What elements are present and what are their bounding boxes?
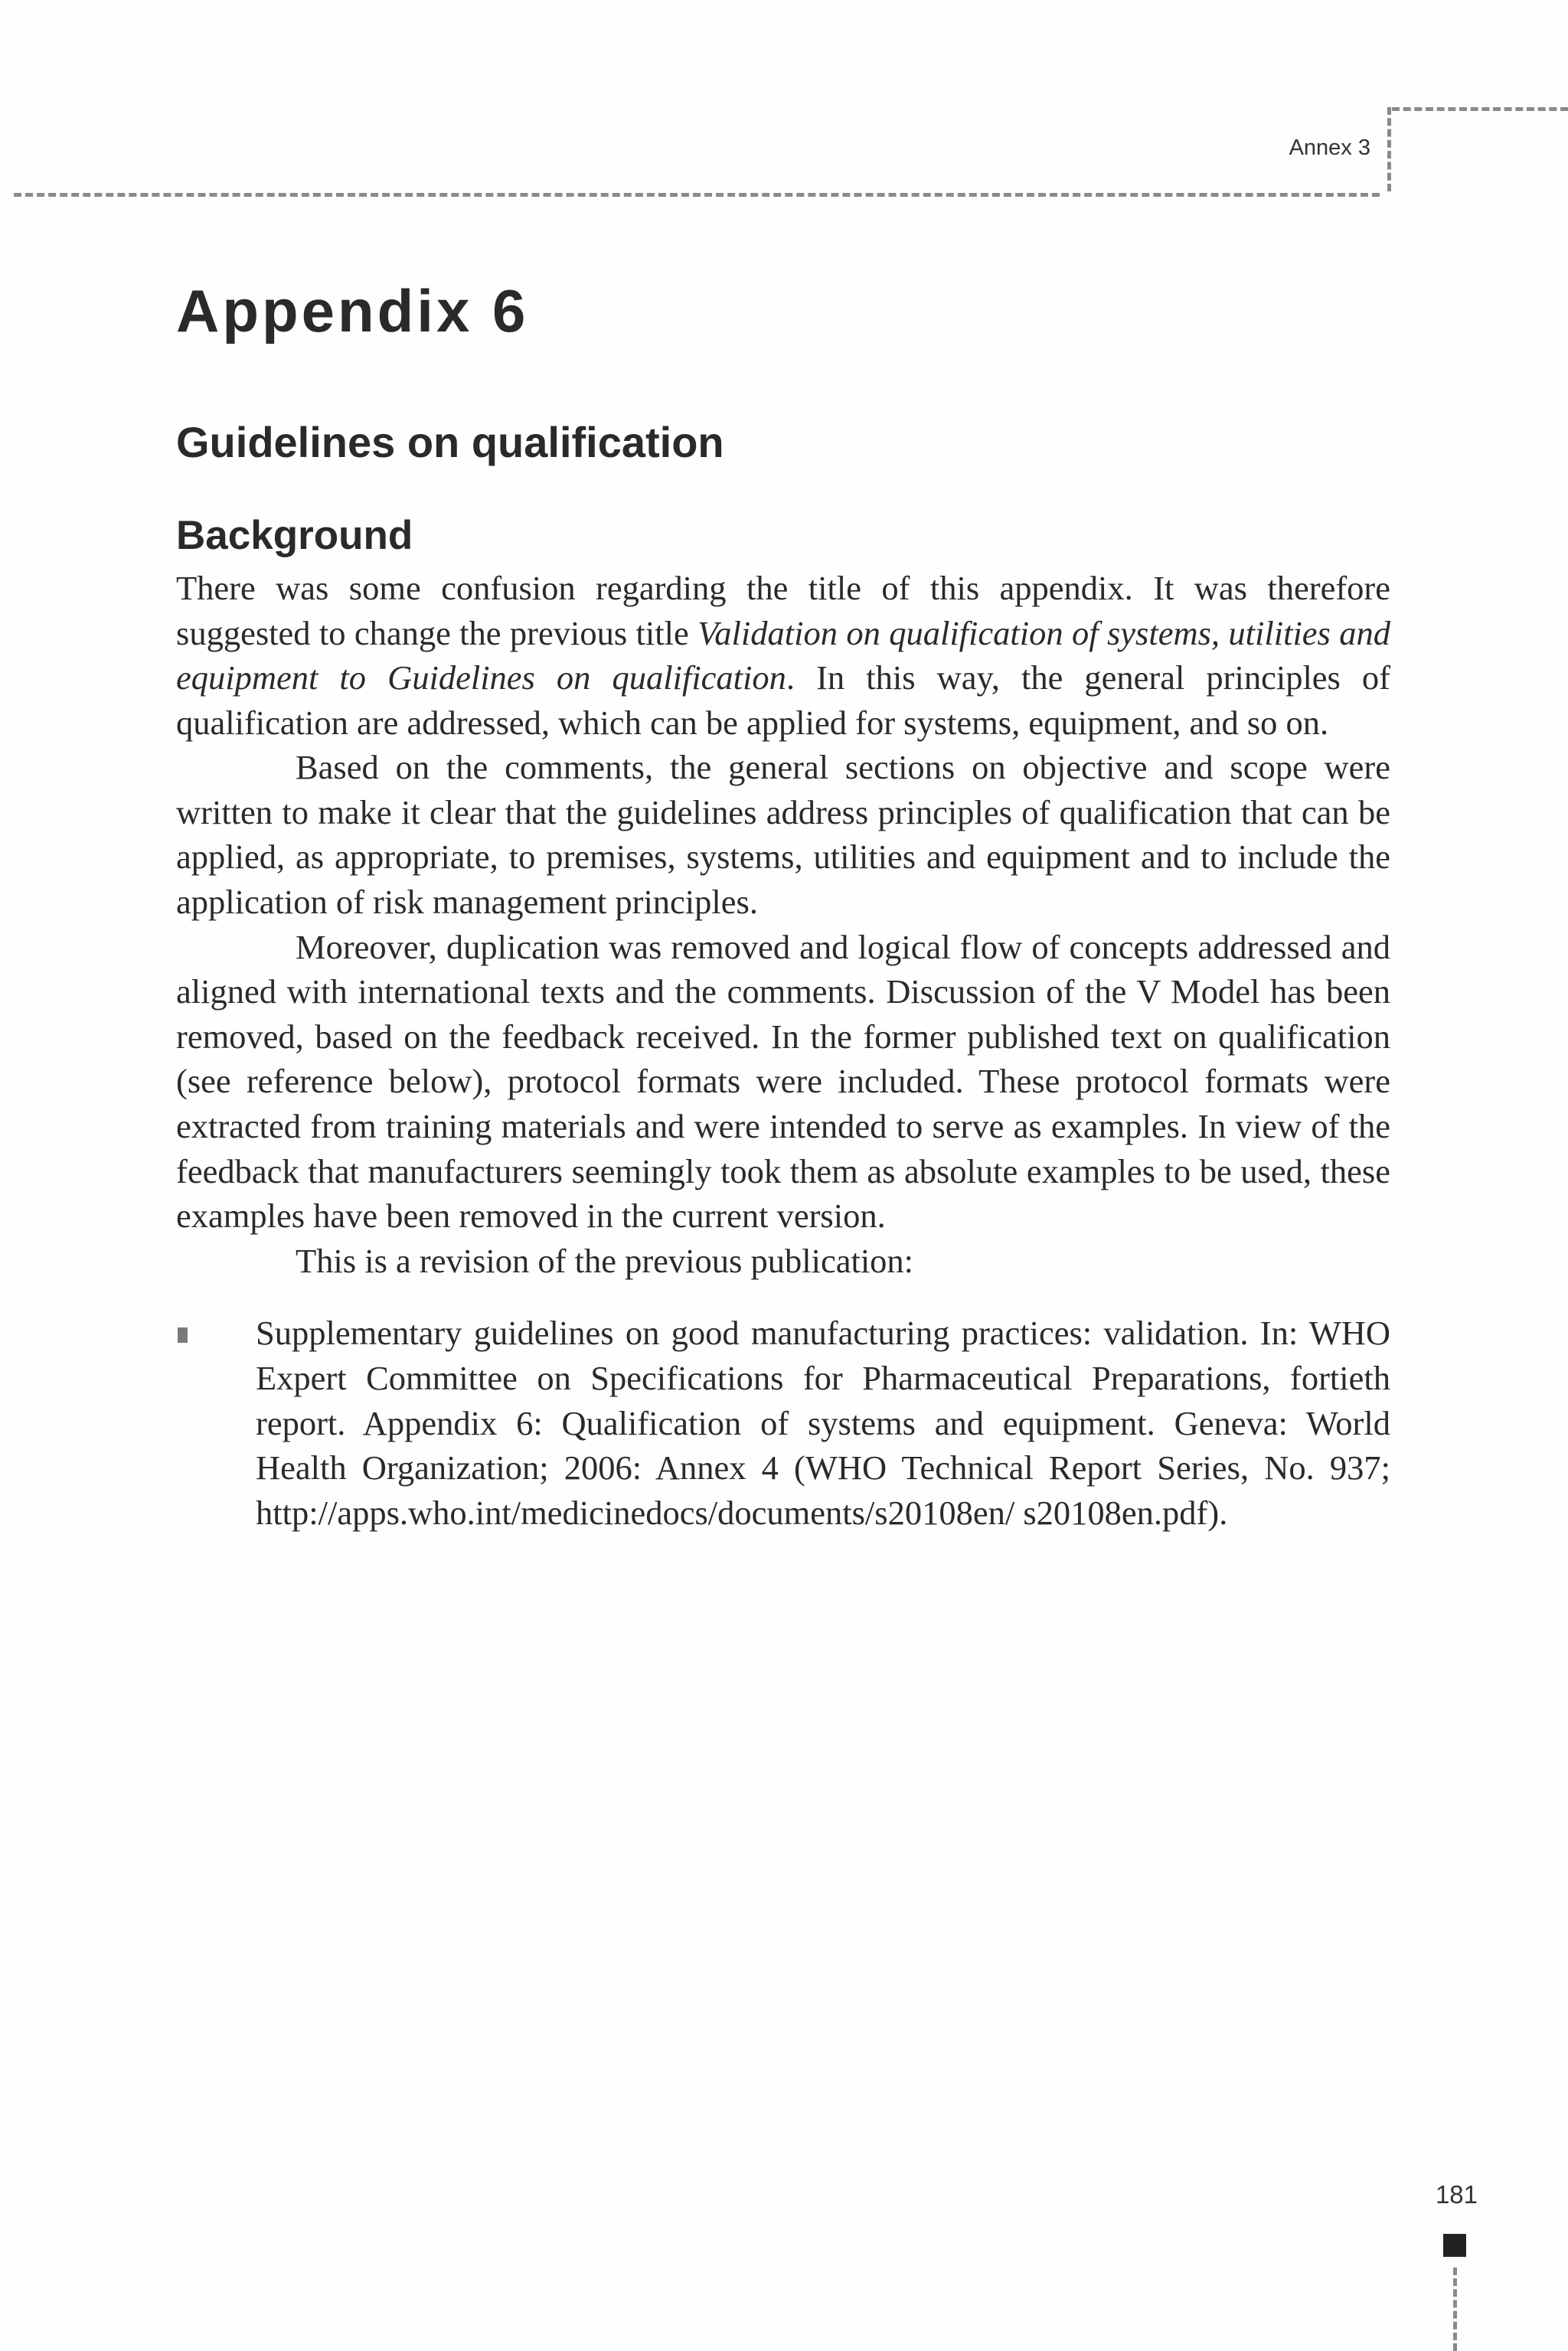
main-content (176, 276, 1390, 1535)
appendix-subtitle: Guidelines on qualification (176, 417, 724, 466)
paragraph-3: Moreover, duplication was removed and logical flow of concepts addressed and aligned with international texts and the comments. Discussion of the V Model has been removed, based on the feedback received. In the former published text on qualification (see reference below), protocol formats were included. These protocol formats were extracted from training materials and were intended to serve as examples. In view of the feedback that manufacturers seemingly took them as absolute examples to be used, these examples have been removed in the current version. (176, 927, 1390, 1236)
reference-text: Supplementary guidelines on good manufacturing practices: validation. In: WHO Expert Committee on Specifications for Pharmaceutical Preparations, fortieth report. Appendix 6: Qualification of systems and equipment. Geneva: World Health Organization; 2006: Annex 4 (WHO Technical Report Series, No. 937; http://apps.who.int/medicinedocs/documents/s20108en/ s20108en.pdf). (256, 1314, 1390, 1532)
running-head: Annex 3 (1289, 136, 1370, 160)
header-dashed-rule-top (1392, 107, 1568, 111)
reference-list-item (176, 1311, 1390, 1535)
header-dashed-rule-vertical (1387, 107, 1391, 191)
paragraph-2: Based on the comments, the general sections on objective and scope were written to make it clear that the guidelines address principles of qualification that can be applied, as appropriate, to premises, systems, utilities and equipment and to include the application of risk management principles. (176, 748, 1390, 922)
footer-square-marker (1443, 2234, 1466, 2257)
bullet-square-icon (178, 1327, 188, 1343)
paragraph-1-text-b: . In this way, the general principles of qualification are addressed, which can be applied for systems, equipment, and so on. (176, 658, 1390, 742)
footer-dashed-rule (1453, 2268, 1457, 2351)
paragraph-1-italic-title: Validation on qualification of systems, utilities and equipment to Guidelines on qualification (176, 613, 1390, 697)
paragraph-4: This is a revision of the previous publication: (296, 1241, 914, 1280)
appendix-title: Appendix 6 (176, 277, 529, 344)
section-heading-background: Background (176, 512, 413, 558)
paragraph-1-text-a: There was some confusion regarding the title of this appendix. It was therefore suggested to change the previous title (176, 568, 1390, 652)
header-dashed-rule (14, 193, 1380, 197)
paragraph-1 (176, 566, 1390, 745)
page-number: 181 (1435, 2180, 1478, 2209)
